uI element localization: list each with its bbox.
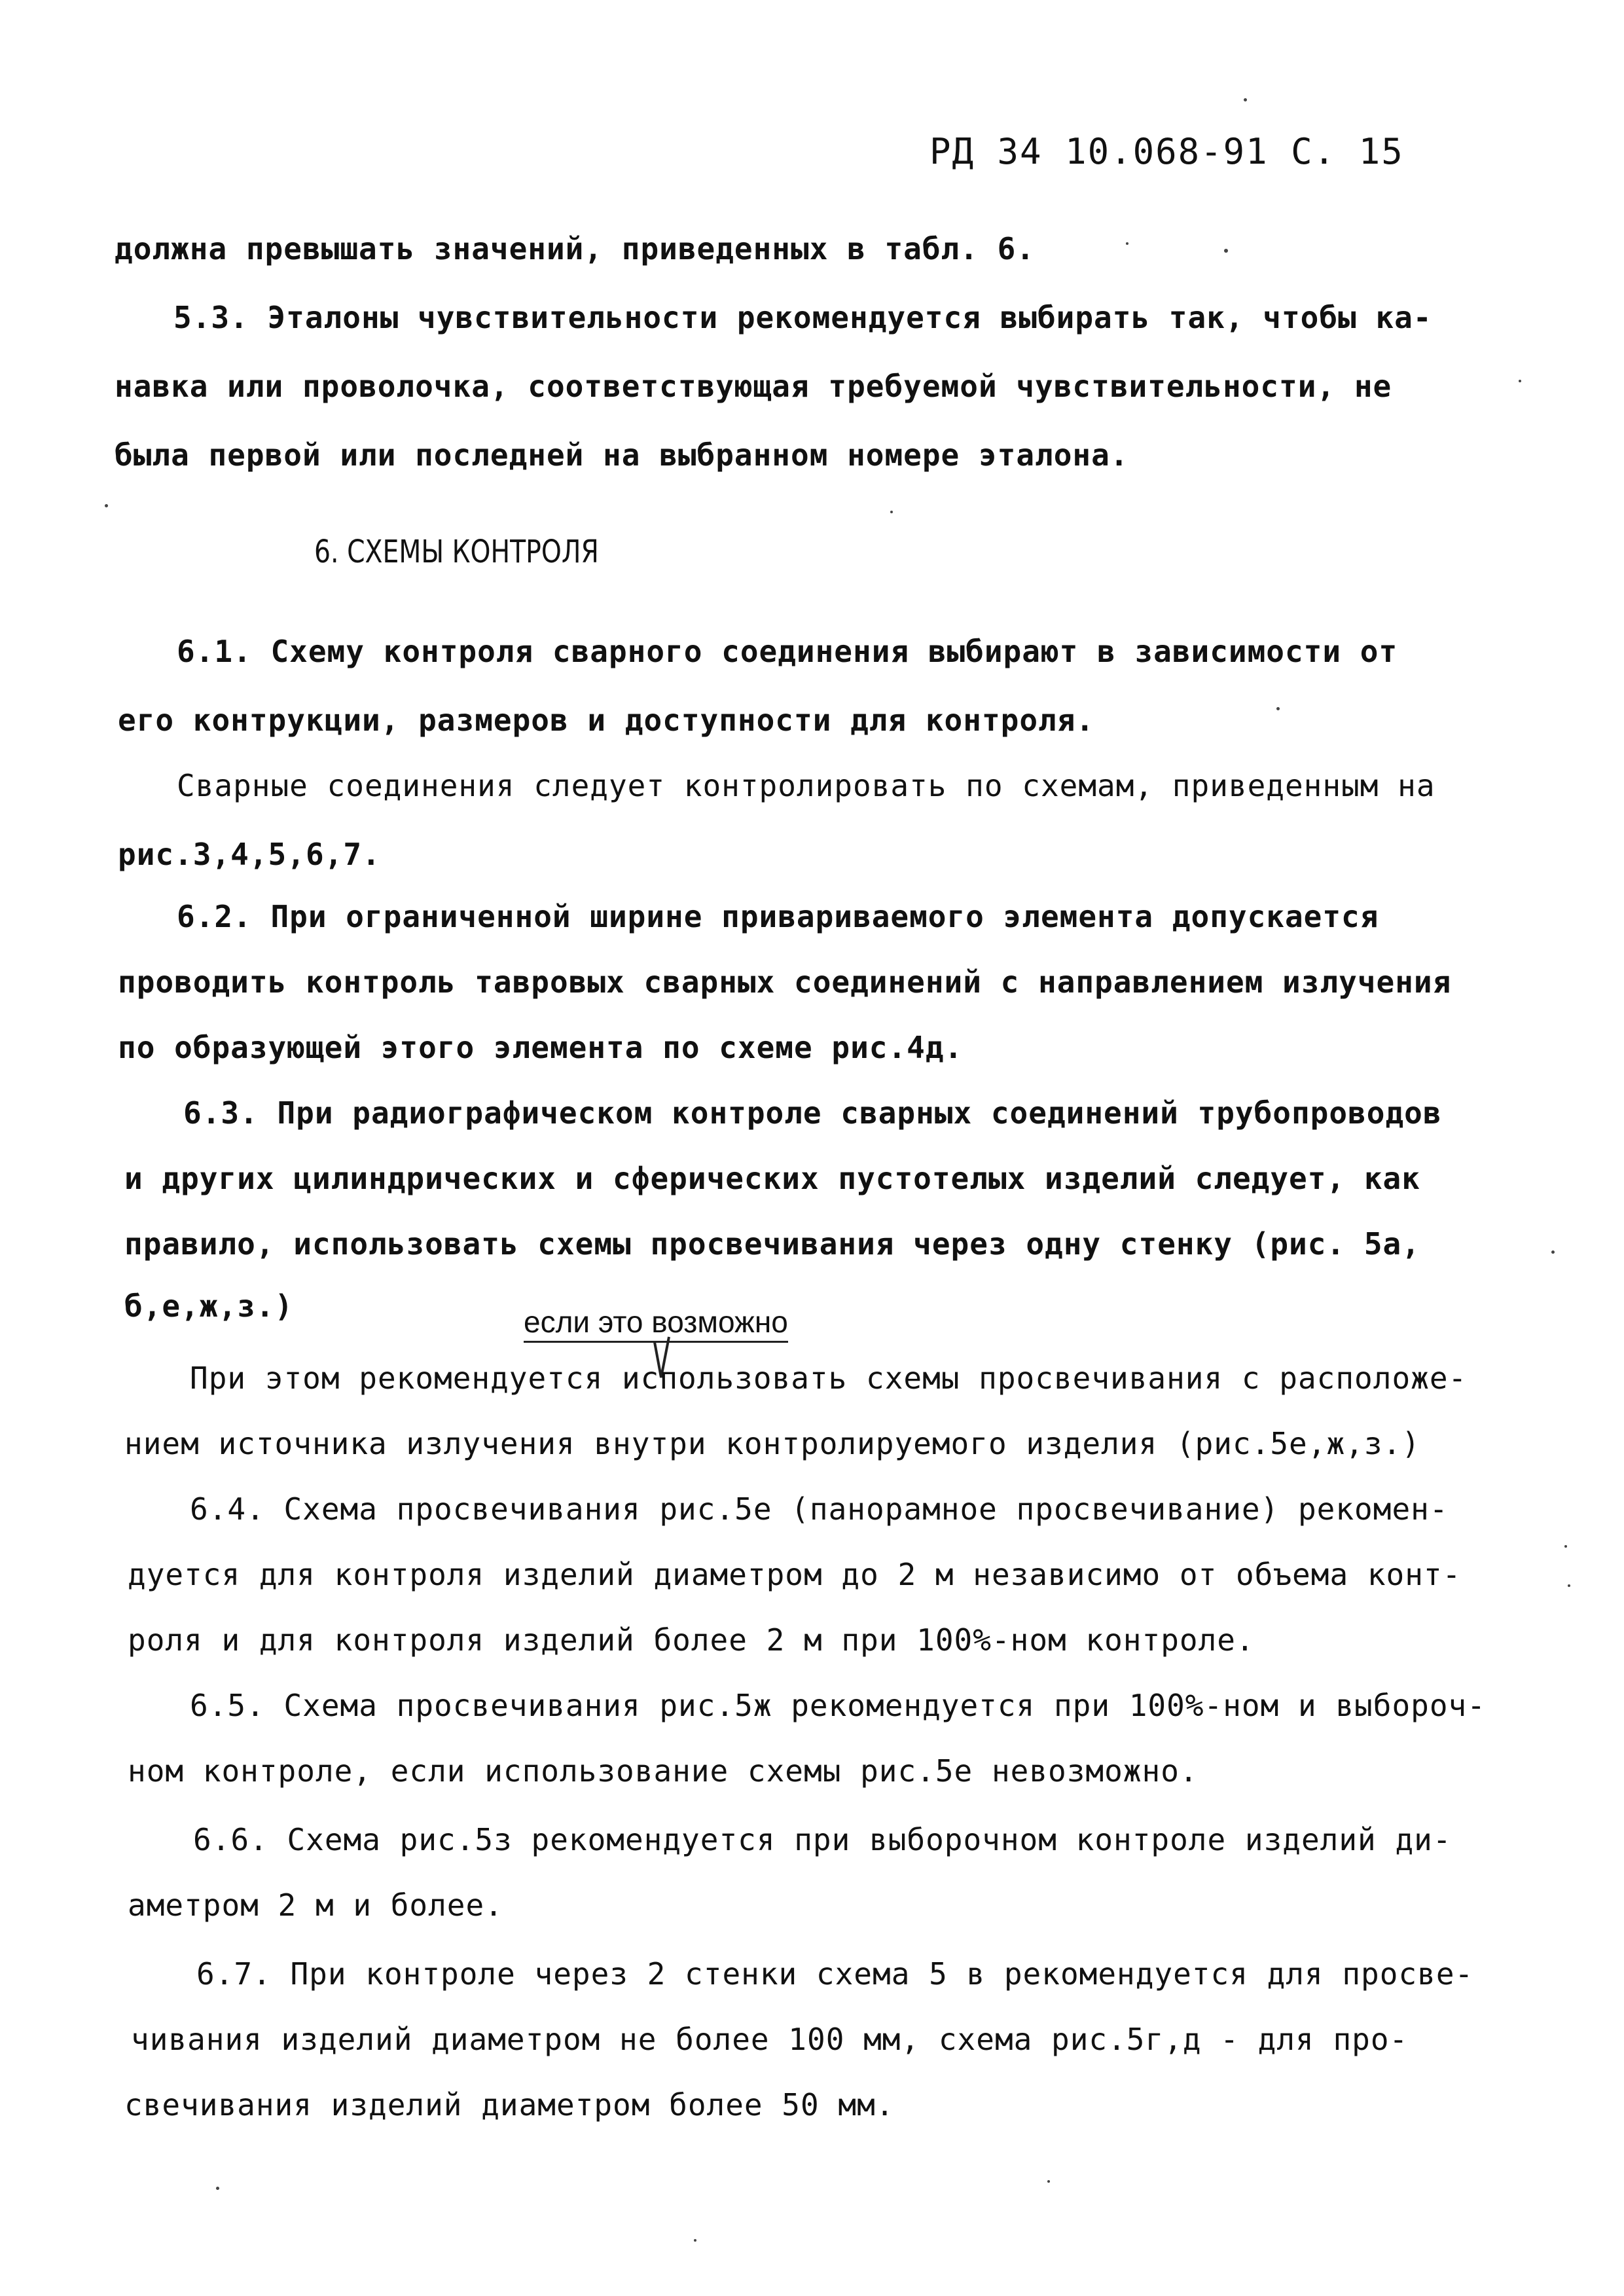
scan-speck (694, 2239, 696, 2242)
scan-speck (1519, 380, 1521, 382)
scan-speck (1224, 249, 1228, 253)
text-line-18: 6.4. Схема просвечивания рис.5е (панорамное просвечивание) рекомен- (190, 1491, 1449, 1527)
text-line-3: навка или проволочка, соответствующая требуемой чувствительности, не (115, 369, 1392, 404)
scan-speck (105, 504, 108, 507)
text-line-20: роля и для контроля изделий более 2 м при 100%-ном контроле. (128, 1622, 1255, 1658)
text-line-13: и других цилиндрических и сферических пустотелых изделий следует, как (124, 1161, 1420, 1196)
scan-speck (1126, 242, 1128, 245)
text-line-21: 6.5. Схема просвечивания рис.5ж рекомендуется при 100%-ном и выбороч- (190, 1688, 1486, 1723)
text-line-25: 6.7. При контроле через 2 стенки схема 5 в рекомендуется для просве- (196, 1956, 1474, 1992)
section-title: 6. СХЕМЫ КОНТРОЛЯ (314, 534, 599, 570)
scan-speck (216, 2187, 219, 2190)
scan-speck (1568, 1584, 1570, 1587)
text-line-7: Сварные соединения следует контролировать по схемам, приведенным на (177, 768, 1435, 803)
text-line-26: чивания изделий диаметром не более 100 мм, схема рис.5г,д - для про- (131, 2022, 1409, 2057)
text-line-15: б,е,ж,з.) (124, 1288, 294, 1324)
text-line-1: должна превышать значений, приведенных в табл. 6. (115, 231, 1036, 266)
text-line-12: 6.3. При радиографическом контроле сварных соединений трубопроводов (183, 1095, 1442, 1131)
scan-speck (890, 511, 893, 513)
text-line-17: нием источника излучения внутри контролируемого изделия (рис.5е,ж,з.) (124, 1426, 1420, 1461)
text-line-6: его контрукции, размеров и доступности для контроля. (118, 702, 1095, 738)
text-line-5: 6.1. Схему контроля сварного соединения выбирают в зависимости от (177, 634, 1398, 669)
text-line-8: рис.3,4,5,6,7. (118, 837, 381, 872)
scan-speck (1276, 707, 1280, 710)
scan-speck (1047, 2180, 1050, 2183)
scan-speck (1244, 98, 1247, 101)
text-line-4: была первой или последней на выбранном номере эталона. (115, 437, 1129, 473)
text-line-2: 5.3. Эталоны чувствительности рекомендуется выбирать так, чтобы ка- (173, 300, 1432, 335)
text-line-22: ном контроле, если использование схемы рис.5е невозможно. (128, 1753, 1199, 1789)
text-line-16: При этом рекомендуется использовать схемы просвечивания с расположе- (190, 1360, 1468, 1396)
handwritten-insertion: если это возможно (524, 1304, 788, 1343)
text-line-11: по образующей этого элемента по схеме рис.4д. (118, 1030, 964, 1065)
text-line-19: дуется для контроля изделий диаметром до 2 м независимо от объема конт- (128, 1557, 1462, 1592)
text-line-9: 6.2. При ограниченной ширине привариваемого элемента допускается (177, 899, 1379, 934)
scan-speck (1551, 1250, 1555, 1254)
scan-speck (1564, 1545, 1567, 1548)
document-reference-header: РД 34 10.068-91 С. 15 (929, 131, 1404, 172)
text-line-10: проводить контроль тавровых сварных соединений с направлением излучения (118, 964, 1452, 1000)
text-line-27: свечивания изделий диаметром более 50 мм. (124, 2087, 895, 2123)
text-line-23: 6.6. Схема рис.5з рекомендуется при выборочном контроле изделий ди- (193, 1822, 1452, 1857)
text-line-14: правило, использовать схемы просвечивания через одну стенку (рис. 5а, (124, 1226, 1420, 1262)
text-line-24: аметром 2 м и более. (128, 1887, 503, 1923)
